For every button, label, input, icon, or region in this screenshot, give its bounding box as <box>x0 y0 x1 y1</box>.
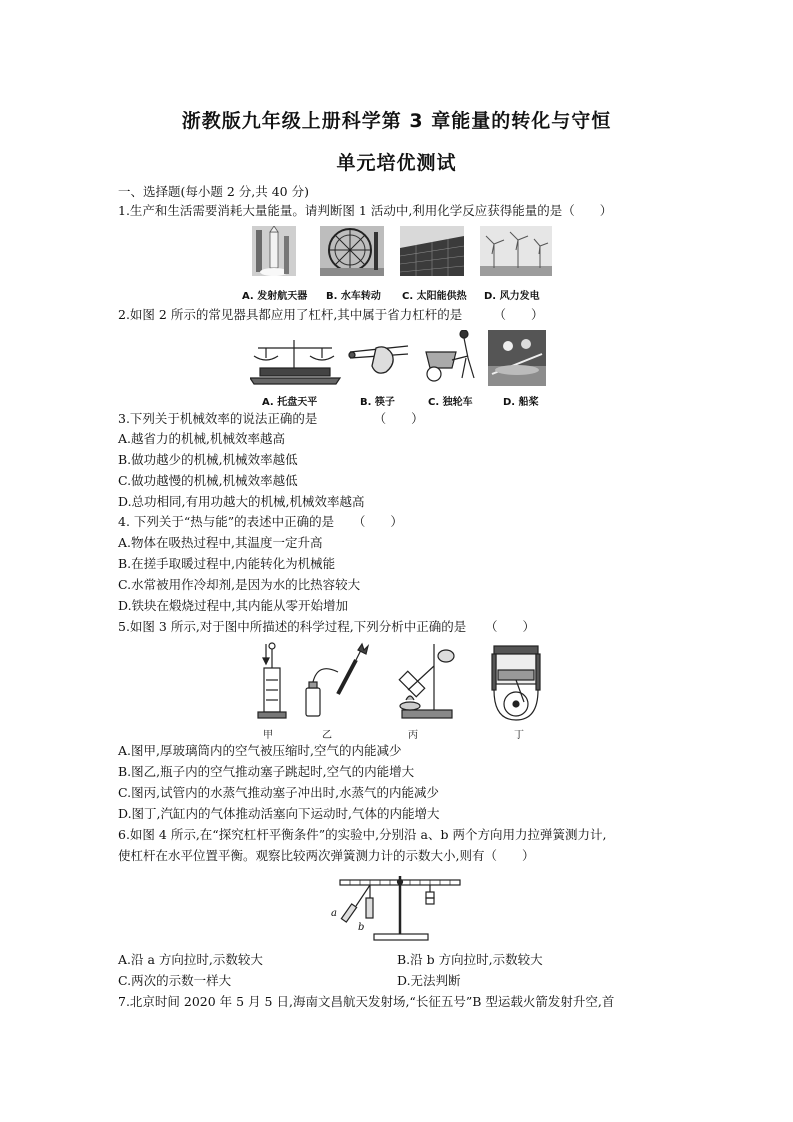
q4-option-d: D.铁块在煅烧过程中,其内能从零开始增加 <box>118 598 349 613</box>
q5-caption-jia: 甲 <box>263 730 273 741</box>
q1-caption-c: C. 太阳能供热 <box>402 291 467 302</box>
q6-option-d: D.无法判断 <box>397 973 461 988</box>
oar-rowing-image <box>488 330 546 386</box>
q3-option-c: C.做功越慢的机械,机械效率越低 <box>118 473 298 488</box>
wheelbarrow-image <box>426 330 474 381</box>
q4-option-a: A.物体在吸热过程中,其温度一定升高 <box>118 535 323 550</box>
q2-caption-a: A. 托盘天平 <box>262 397 318 408</box>
q6-stem-line2: 使杠杆在水平位置平衡。观察比较两次弹簧测力计的示数大小,则有（ ） <box>118 848 535 863</box>
q2-caption-c: C. 独轮车 <box>428 397 473 408</box>
q6-label-b: b <box>358 922 365 933</box>
q3-option-b: B.做功越少的机械,机械效率越低 <box>118 452 298 467</box>
q3-option-d: D.总功相同,有用功越大的机械,机械效率越高 <box>118 494 365 509</box>
q5-caption-ding: 丁 <box>514 730 524 741</box>
q6-stem-line1: 6.如图 4 所示,在“探究杠杆平衡条件”的实验中,分别沿 a、b 两个方向用力拉弹簧测力计, <box>118 827 607 842</box>
q2-caption-b: B. 筷子 <box>360 397 395 408</box>
bottle-pump-image <box>306 644 368 716</box>
q6-label-a: a <box>331 908 337 919</box>
rocket-launch-image <box>252 226 296 276</box>
q3-stem: 3.下列关于机械效率的说法正确的是 （ ） <box>118 411 424 426</box>
q3-option-a: A.越省力的机械,机械效率越高 <box>118 431 285 446</box>
q5-caption-bing: 丙 <box>408 730 418 741</box>
q5-option-b: B.图乙,瓶子内的空气推动塞子跳起时,空气的内能增大 <box>118 764 415 779</box>
water-wheel-image <box>320 226 384 276</box>
section-heading: 一、选择题(每小题 2 分,共 40 分) <box>118 184 309 199</box>
q1-caption-b: B. 水车转动 <box>326 291 381 302</box>
q1-caption-d: D. 风力发电 <box>484 291 540 302</box>
page-subtitle: 单元培优测试 <box>336 152 457 174</box>
q1-figure <box>252 226 552 278</box>
q5-option-c: C.图丙,试管内的水蒸气推动塞子冲出时,水蒸气的内能减少 <box>118 785 440 800</box>
q5-stem: 5.如图 3 所示,对于图中所描述的科学过程,下列分析中正确的是 （ ） <box>118 619 536 634</box>
page-title: 浙教版九年级上册科学第 3 章能量的转化与守恒 <box>181 110 612 132</box>
q6-option-a: A.沿 a 方向拉时,示数较大 <box>118 952 263 967</box>
wind-turbine-image <box>480 226 552 276</box>
test-tube-heating-image <box>399 644 454 718</box>
q6-option-b: B.沿 b 方向拉时,示数较大 <box>397 952 543 967</box>
q4-option-c: C.水常被用作冷却剂,是因为水的比热容较大 <box>118 577 361 592</box>
q2-stem: 2.如图 2 所示的常见器具都应用了杠杆,其中属于省力杠杆的是 （ ） <box>118 307 544 322</box>
q4-option-b: B.在搓手取暖过程中,内能转化为机械能 <box>118 556 336 571</box>
q5-option-a: A.图甲,厚玻璃筒内的空气被压缩时,空气的内能减少 <box>118 743 402 758</box>
q6-lever-figure <box>328 868 468 944</box>
q5-figure <box>252 642 552 722</box>
compression-cylinder-image <box>258 643 286 718</box>
q1-stem: 1.生产和生活需要消耗大量能量。请判断图 1 活动中,利用化学反应获得能量的是（ ） <box>118 203 613 218</box>
q7-stem: 7.北京时间 2020 年 5 月 5 日,海南文昌航天发射场,“长征五号”B 型运载火箭发射升空,首 <box>118 994 615 1009</box>
q6-option-c: C.两次的示数一样大 <box>118 973 232 988</box>
q2-caption-d: D. 船桨 <box>503 397 539 408</box>
q1-caption-a: A. 发射航天器 <box>242 291 308 302</box>
q4-stem: 4. 下列关于“热与能”的表述中正确的是 （ ） <box>118 514 403 529</box>
solar-panel-image <box>400 226 464 276</box>
q5-caption-yi: 乙 <box>322 730 332 741</box>
tray-balance-image <box>250 340 340 384</box>
chopsticks-image <box>349 346 408 373</box>
engine-cylinder-image <box>492 646 540 720</box>
q2-figure <box>250 330 550 386</box>
q5-option-d: D.图丁,汽缸内的气体推动活塞向下运动时,气体的内能增大 <box>118 806 440 821</box>
